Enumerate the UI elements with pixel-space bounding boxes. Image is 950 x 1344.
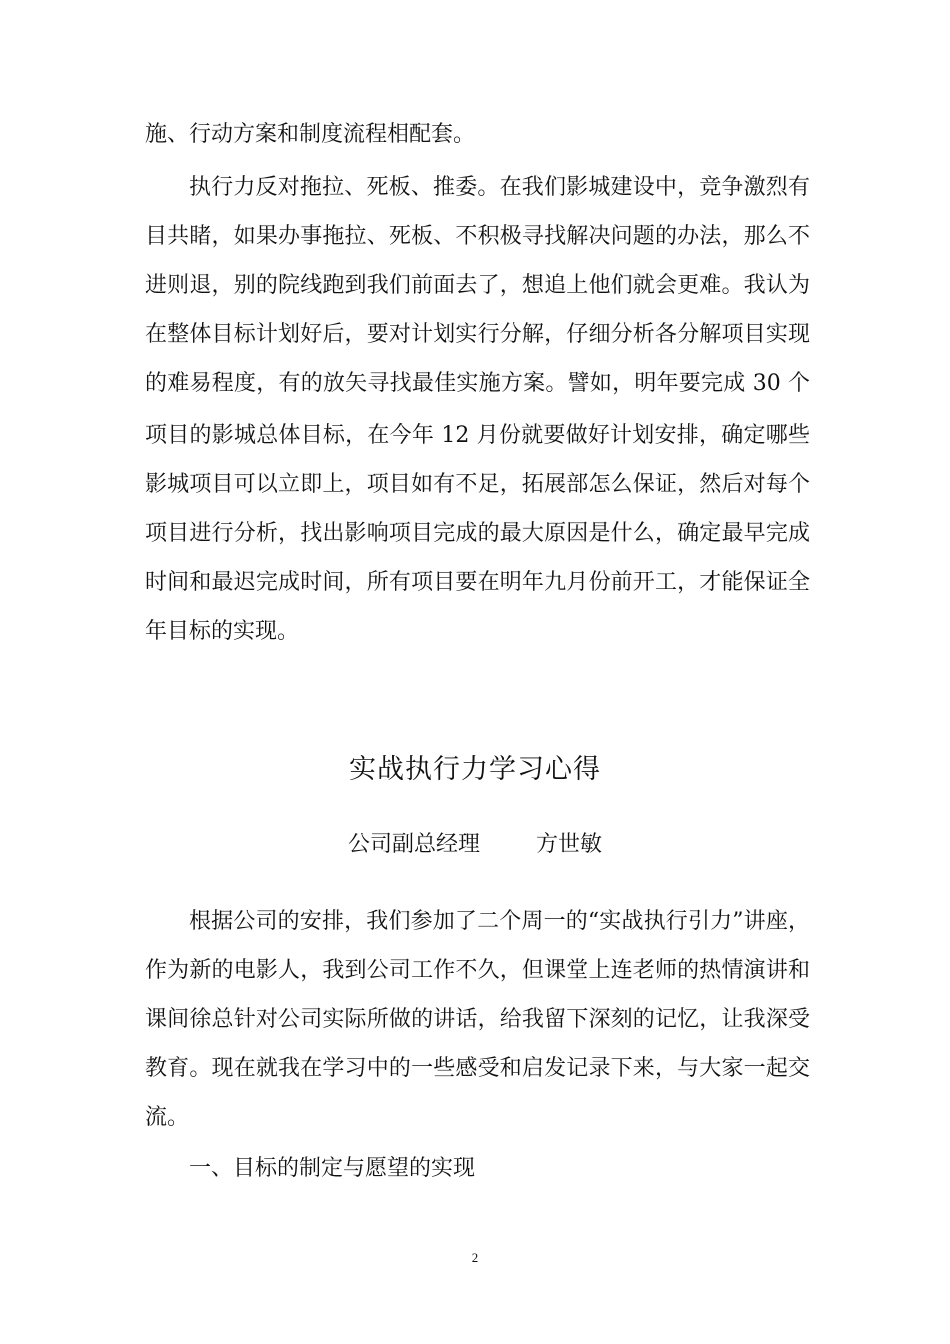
paragraph-line: 目共睹，如果办事拖拉、死板、不积极寻找解决问题的办法，那么不 (145, 224, 810, 249)
section-heading: 一、目标的制定与愿望的实现 (189, 1156, 476, 1181)
paragraph-line: 执行力反对拖拉、死板、推委。在我们影城建设中，竞争激烈有 (189, 175, 810, 200)
paragraph-line: 年目标的实现。 (145, 619, 300, 644)
paragraph-line: 项目进行分析，找出影响项目完成的最大原因是什么，确定最早完成 (145, 521, 810, 546)
paragraph-line: 作为新的电影人，我到公司工作不久，但课堂上连老师的热情演讲和 (145, 958, 810, 983)
paragraph-line: 的难易程度，有的放矢寻找最佳实施方案。譬如，明年要完成 30 个 (145, 371, 810, 396)
paragraph-line: 在整体目标计划好后，要对计划实行分解，仔细分析各分解项目实现 (145, 322, 810, 347)
paragraph-line: 进则退，别的院线跑到我们前面去了，想追上他们就会更难。我认为 (145, 273, 810, 298)
paragraph-line: 根据公司的安排，我们参加了二个周一的“实战执行引力”讲座， (189, 909, 810, 934)
paragraph-line: 流。 (145, 1105, 190, 1130)
paragraph-line: 时间和最迟完成时间，所有项目要在明年九月份前开工，才能保证全 (145, 570, 810, 595)
paragraph-line: 课间徐总针对公司实际所做的讲话，给我留下深刻的记忆，让我深受 (145, 1007, 810, 1032)
paragraph-line: 教育。现在就我在学习中的一些感受和启发记录下来，与大家一起交 (145, 1056, 810, 1081)
paragraph-line: 项目的影城总体目标，在今年 12 月份就要做好计划安排，确定哪些 (145, 423, 810, 448)
paragraph-line: 施、行动方案和制度流程相配套。 (145, 122, 476, 147)
page-number: 2 (471, 1250, 479, 1265)
article-title: 实战执行力学习心得 (349, 754, 601, 785)
article-byline: 公司副总经理 方世敏 (348, 832, 602, 857)
paragraph-line: 影城项目可以立即上，项目如有不足，拓展部怎么保证，然后对每个 (145, 472, 810, 497)
